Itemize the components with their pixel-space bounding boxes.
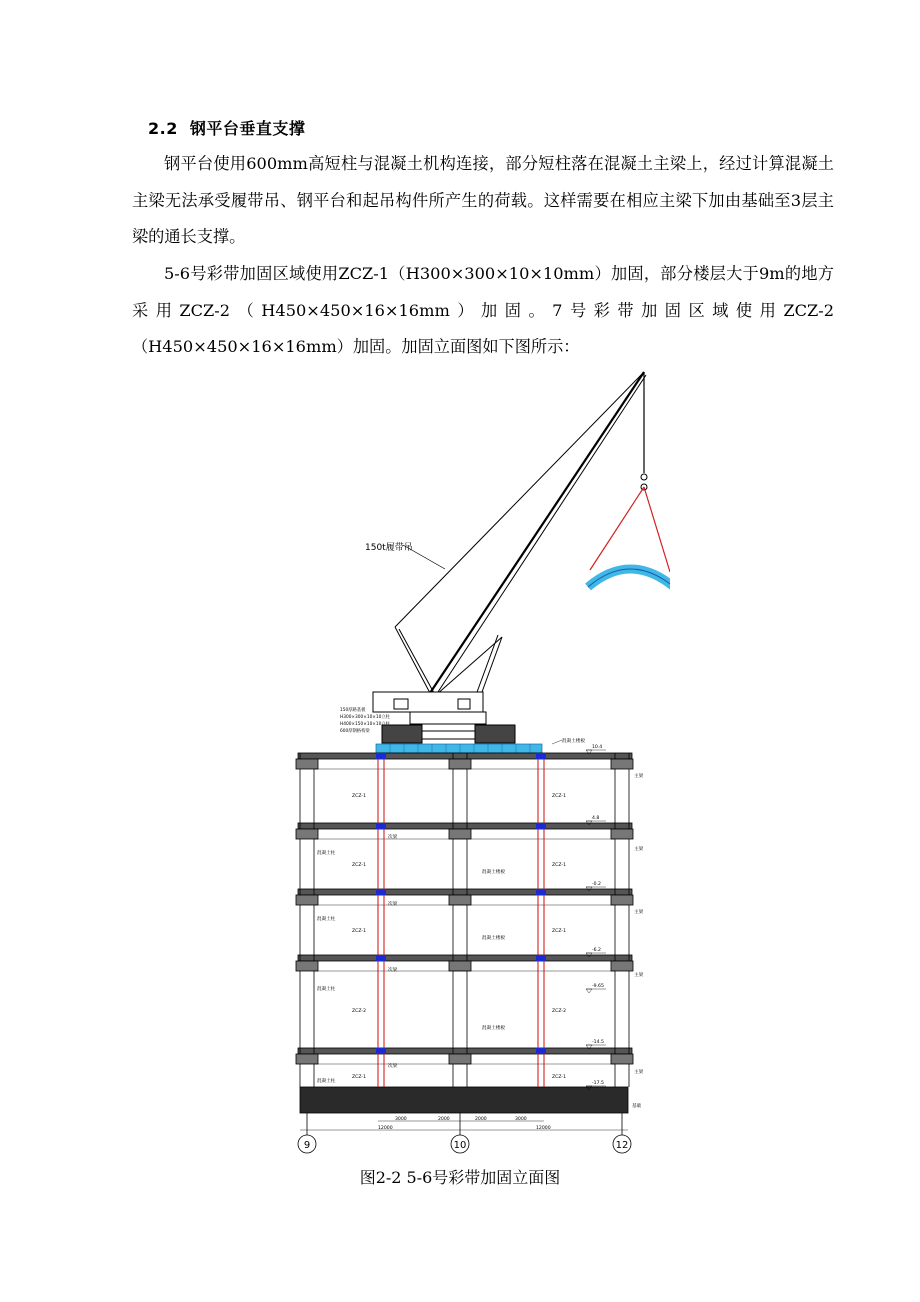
elevation-4: -6.2 — [592, 948, 601, 953]
elevation-5: -9.65 — [592, 984, 604, 989]
secondary-beam-label-1: 次梁 — [388, 835, 398, 840]
main-beam-label-5: 主梁 — [634, 1070, 644, 1075]
slab-label-3: 混凝土楼板 — [482, 1026, 505, 1031]
brace-label-r4: ZCZ-2 — [552, 1009, 567, 1014]
axis-12: 12 — [615, 1140, 629, 1151]
vertical-braces — [378, 753, 544, 1087]
main-beam-label-3: 主梁 — [634, 910, 644, 915]
dim-bottom-1: 12000 — [378, 1126, 393, 1131]
concrete-column-label-1: 混凝土柱 — [317, 851, 336, 856]
section-title: 钢平台垂直支撑 — [189, 119, 306, 138]
elevation-3: -0.2 — [592, 882, 601, 887]
axis-9: 9 — [303, 1140, 311, 1151]
dim-bottom-2: 12000 — [536, 1126, 551, 1131]
elevation-6: -14.5 — [592, 1040, 604, 1045]
stack-label-2: H300×300×10×10立柱 — [340, 715, 390, 720]
secondary-beam-label-2: 次梁 — [388, 902, 398, 907]
foundation-label: 基础 — [632, 1104, 642, 1109]
stack-label-1: 150厚路基板 — [340, 708, 366, 713]
elevation-marks — [586, 744, 606, 1090]
dim-top-3: 2000 — [475, 1117, 487, 1122]
elevation-figure — [270, 365, 670, 1161]
secondary-beam-label-4: 次梁 — [388, 1064, 398, 1069]
main-beam-label-2: 主梁 — [634, 847, 644, 852]
concrete-column-label-2: 混凝土柱 — [317, 917, 336, 922]
paragraph-2: 5-6号彩带加固区域使用ZCZ-1（H300×300×10×10mm）加固，部分楼层大于9m的地方采用ZCZ-2（H450×450×16×16mm）加固。7号彩带加固区域使用ZCZ-2（H450×450×16×16mm）加固。加固立面图如下图所示： — [132, 264, 834, 356]
foundation — [300, 1087, 628, 1113]
dim-top-4: 3000 — [515, 1117, 527, 1122]
brace-label-r5: ZCZ-1 — [552, 1075, 567, 1080]
lifted-member — [588, 487, 670, 587]
brace-label-l5: ZCZ-1 — [352, 1075, 367, 1080]
brace-label-l2: ZCZ-1 — [352, 863, 367, 868]
figure-caption: 图2-2 5-6号彩带加固立面图 — [359, 1168, 561, 1187]
brace-label-r3: ZCZ-1 — [552, 929, 567, 934]
secondary-beam-label-3: 次梁 — [388, 968, 398, 973]
concrete-column-label-4: 混凝土柱 — [317, 1079, 336, 1084]
brace-label-l3: ZCZ-1 — [352, 929, 367, 934]
crawler-crane — [373, 372, 647, 743]
elevation-1: 10.4 — [592, 745, 603, 750]
section-number: 2.2 — [148, 119, 178, 138]
axis-10: 10 — [453, 1140, 467, 1151]
elevation-2: 4.8 — [592, 816, 600, 821]
top-slab-label: 混凝土楼板 — [562, 739, 585, 744]
brace-label-l4: ZCZ-2 — [352, 1009, 367, 1014]
concrete-column-label-3: 混凝土柱 — [317, 987, 336, 992]
main-beam-label-4: 主梁 — [634, 973, 644, 978]
building-frame — [296, 753, 633, 1087]
slab-label-2: 混凝土楼板 — [482, 936, 505, 941]
crane-label: 150t履带吊 — [365, 543, 413, 553]
main-beam-label-1: 主梁 — [634, 774, 644, 779]
section-heading — [148, 116, 305, 139]
dim-top-2: 2000 — [438, 1117, 450, 1122]
elevation-7: -17.5 — [592, 1081, 604, 1086]
brace-label-r1: ZCZ-1 — [552, 794, 567, 799]
stack-label-3: H400×150×10×10立柱 — [340, 722, 390, 727]
brace-label-l1: ZCZ-1 — [352, 794, 367, 799]
brace-label-r2: ZCZ-1 — [552, 863, 567, 868]
steel-platform — [376, 744, 542, 753]
slab-label-1: 混凝土楼板 — [482, 870, 505, 875]
stack-label-4: 600厚钢格构梁 — [340, 729, 370, 734]
paragraph-1: 钢平台使用600mm高短柱与混凝土机构连接，部分短柱落在混凝土主梁上，经过计算混凝土主梁无法承受履带吊、钢平台和起吊构件所产生的荷载。这样需要在相应主梁下加由基础至3层主梁的通长支撑。 — [132, 154, 834, 246]
dim-top-1: 3000 — [395, 1117, 407, 1122]
